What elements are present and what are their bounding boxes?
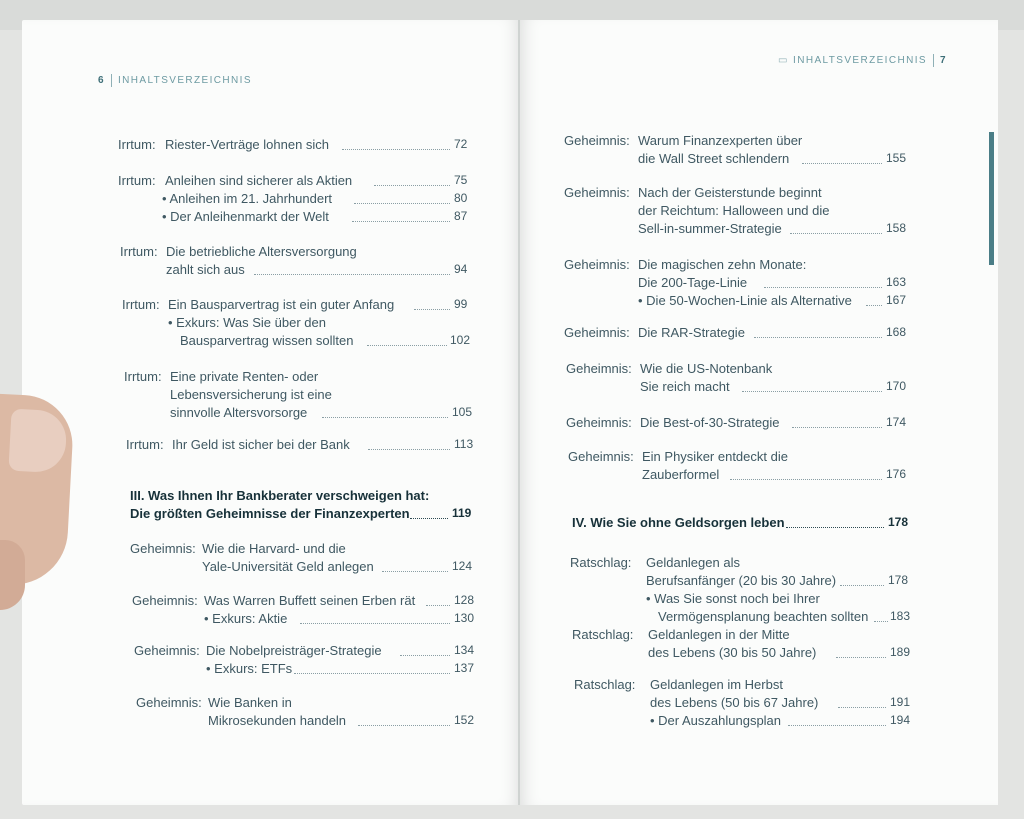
dot-leader (294, 673, 450, 674)
page-ref: 168 (886, 325, 907, 339)
entry-title: Yale-Universität Geld anlegen (202, 559, 374, 574)
dot-leader (874, 621, 888, 622)
entry-title: Geldanlegen in der Mitte (648, 627, 790, 642)
sub-entry-title: • Anleihen im 21. Jahrhundert (162, 191, 333, 206)
sub-entry-title: Vermögensplanung beachten sollten (658, 609, 869, 624)
entry-label: Geheimnis: (564, 185, 630, 200)
dot-leader (788, 725, 886, 726)
entry-title: Was Warren Buffett seinen Erben rät (204, 593, 416, 608)
page-ref: 134 (454, 643, 475, 657)
page-ref: 189 (890, 645, 911, 659)
dot-leader (368, 449, 450, 450)
dot-leader (322, 417, 448, 418)
page-ref: 137 (454, 661, 475, 675)
page-ref: 102 (450, 333, 471, 347)
page-ref: 75 (454, 173, 468, 187)
page-ref: 158 (886, 221, 907, 235)
dot-leader (354, 203, 450, 204)
entry-title: der Reichtum: Halloween und die (638, 203, 830, 218)
left-page (22, 20, 520, 805)
page-ref: 194 (890, 713, 911, 727)
dot-leader (730, 479, 882, 480)
page-ref: 152 (454, 713, 475, 727)
entry-label: Irrtum: (120, 244, 158, 259)
page-ref: 99 (454, 297, 468, 311)
page-ref: 119 (452, 506, 472, 520)
dot-leader (426, 605, 450, 606)
dot-leader (382, 571, 448, 572)
book-icon: ▭ (778, 55, 789, 67)
entry-title: Wie Banken in (208, 695, 292, 710)
entry-title: Eine private Renten- oder (170, 369, 319, 384)
sub-entry-title: • Der Anleihenmarkt der Welt (162, 209, 329, 224)
entry-title: Die magischen zehn Monate: (638, 257, 807, 272)
entry-title: Wie die Harvard- und die (202, 541, 346, 556)
entry-label: Geheimnis: (566, 415, 632, 430)
entry-title: Mikrosekunden handeln (208, 713, 347, 728)
right-running-head (778, 54, 947, 67)
entry-label: Geheimnis: (564, 257, 630, 272)
section-heading: III. Was Ihnen Ihr Bankberater verschweigen hat: (130, 488, 430, 503)
entry-title: die Wall Street schlendern (638, 151, 790, 166)
entry-title: Sell-in-summer-Strategie (638, 221, 782, 236)
left-page-number: 6 (98, 75, 105, 87)
page-ref: 155 (886, 151, 907, 165)
entry-title: sinnvolle Altersvorsorge (170, 405, 308, 420)
entry-title: Die Best-of-30-Strategie (640, 415, 780, 430)
entry-title: Die betriebliche Altersversorgung (166, 244, 357, 259)
page-ref: 178 (888, 515, 909, 529)
sub-entry-title: • Exkurs: Aktie (204, 611, 288, 626)
page-ref: 80 (454, 191, 468, 205)
entry-title: des Lebens (30 bis 50 Jahre) (648, 645, 817, 660)
sub-entry-title: • Exkurs: Was Sie über den (168, 315, 326, 330)
entry-title: Anleihen sind sicherer als Aktien (165, 173, 353, 188)
page-ref: 128 (454, 593, 475, 607)
entry-title: Wie die US-Notenbank (640, 361, 773, 376)
entry-title: Lebensversicherung ist eine (170, 387, 332, 402)
sub-entry-title: • Der Auszahlungsplan (650, 713, 782, 728)
section-heading: Die größten Geheimnisse der Finanzexperten (130, 506, 410, 521)
entry-label: Irrtum: (118, 173, 156, 188)
entry-label: Irrtum: (126, 437, 164, 452)
page-ref: 174 (886, 415, 907, 429)
page-ref: 130 (454, 611, 475, 625)
dot-leader (358, 725, 450, 726)
entry-title: Zauberformel (642, 467, 720, 482)
dot-leader (414, 309, 450, 310)
page-ref: 72 (454, 137, 468, 151)
entry-title: Die RAR-Strategie (638, 325, 745, 340)
dot-leader (838, 707, 886, 708)
page-ref: 178 (888, 573, 909, 587)
entry-label: Geheimnis: (564, 325, 630, 340)
dot-leader (742, 391, 882, 392)
dot-leader (374, 185, 450, 186)
dot-leader (786, 527, 884, 528)
dot-leader (342, 149, 450, 150)
dot-leader (866, 305, 882, 306)
dot-leader (300, 623, 450, 624)
right-page-number: 7 (939, 55, 947, 67)
page-ref: 113 (454, 437, 474, 451)
entry-title: Berufsanfänger (20 bis 30 Jahre) (646, 573, 837, 588)
entry-title: des Lebens (50 bis 67 Jahre) (650, 695, 819, 710)
dot-leader (836, 657, 886, 658)
page-ref: 176 (886, 467, 907, 481)
page-ref: 170 (886, 379, 907, 393)
left-running-head-title: INHALTSVERZEICHNIS (117, 75, 252, 87)
page-ref: 105 (452, 405, 473, 419)
right-running-head-title: INHALTSVERZEICHNIS (793, 55, 927, 67)
dot-leader (790, 233, 882, 234)
page-ref: 124 (452, 559, 473, 573)
entry-title: zahlt sich aus (166, 262, 245, 277)
dot-leader (764, 287, 882, 288)
page-ref: 94 (454, 262, 468, 276)
entry-label: Geheimnis: (130, 541, 196, 556)
sub-entry-title: • Die 50-Wochen-Linie als Alternative (638, 293, 852, 308)
entry-title: Geldanlegen als (646, 555, 740, 570)
page-ref: 87 (454, 209, 468, 223)
entry-label: Irrtum: (124, 369, 162, 384)
page-edge-tab (989, 132, 994, 265)
entry-label: Geheimnis: (132, 593, 198, 608)
sub-entry-title: Bausparvertrag wissen sollten (180, 333, 354, 348)
sub-entry-title: • Exkurs: ETFs (206, 661, 293, 676)
entry-label: Ratschlag: (572, 627, 634, 642)
section-heading: IV. Wie Sie ohne Geldsorgen leben (572, 515, 785, 530)
dot-leader (352, 221, 450, 222)
entry-label: Geheimnis: (568, 449, 634, 464)
entry-label: Ratschlag: (570, 555, 632, 570)
page-ref: 163 (886, 275, 907, 289)
entry-title: Ein Physiker entdeckt die (642, 449, 788, 464)
sub-entry-title: • Was Sie sonst noch bei Ihrer (646, 591, 820, 606)
dot-leader (792, 427, 882, 428)
entry-label: Irrtum: (122, 297, 160, 312)
dot-leader (410, 518, 448, 519)
entry-label: Geheimnis: (136, 695, 202, 710)
entry-label: Ratschlag: (574, 677, 636, 692)
dot-leader (802, 163, 882, 164)
dot-leader (254, 274, 450, 275)
entry-title: Riester-Verträge lohnen sich (165, 137, 330, 152)
entry-title: Die 200-Tage-Linie (638, 275, 748, 290)
page-ref: 191 (890, 695, 911, 709)
entry-label: Geheimnis: (134, 643, 200, 658)
entry-title: Ein Bausparvertrag ist ein guter Anfang (168, 297, 395, 312)
dot-leader (400, 655, 450, 656)
page-ref: 167 (886, 293, 907, 307)
entry-label: Geheimnis: (566, 361, 632, 376)
entry-title: Warum Finanzexperten über (638, 133, 803, 148)
dot-leader (754, 337, 882, 338)
entry-title: Ihr Geld ist sicher bei der Bank (172, 437, 350, 452)
dot-leader (367, 345, 447, 346)
left-running-head (98, 74, 252, 87)
page-ref: 183 (890, 609, 911, 623)
entry-label: Irrtum: (118, 137, 156, 152)
dot-leader (840, 585, 884, 586)
entry-title: Die Nobelpreisträger-Strategie (206, 643, 382, 658)
entry-label: Geheimnis: (564, 133, 630, 148)
entry-title: Sie reich macht (640, 379, 730, 394)
entry-title: Geldanlegen im Herbst (650, 677, 783, 692)
entry-title: Nach der Geisterstunde beginnt (638, 185, 822, 200)
right-page (520, 20, 998, 805)
